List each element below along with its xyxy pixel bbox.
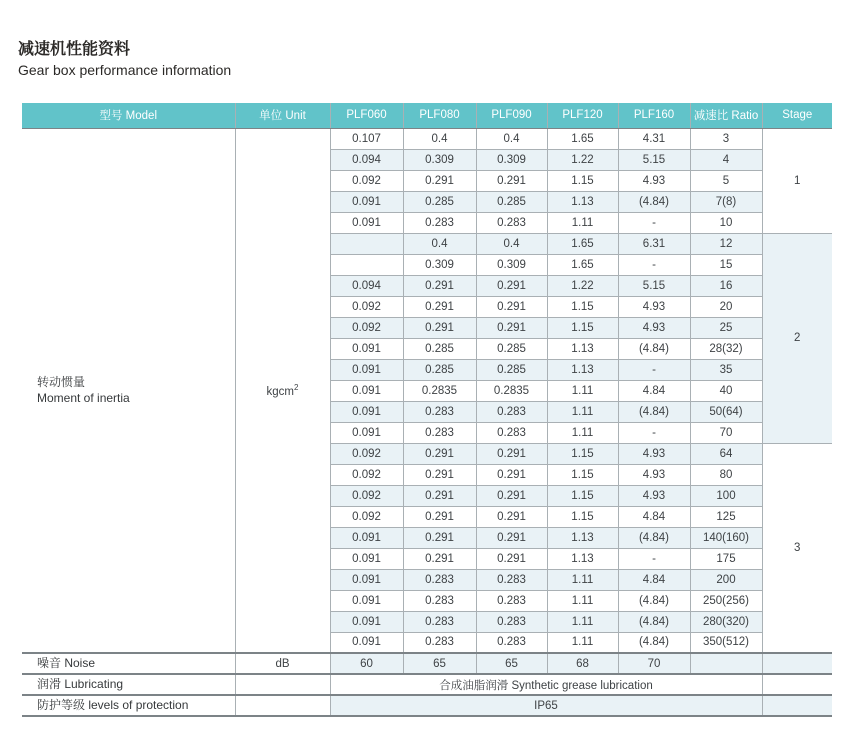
header-row — [22, 103, 832, 128]
protection-label: 防护等级 levels of protection — [22, 695, 235, 716]
cell-plf080: 0.309 — [403, 149, 476, 170]
cell-plf080: 0.283 — [403, 569, 476, 590]
protection-row — [22, 695, 832, 716]
cell-plf160: 4.93 — [618, 170, 690, 191]
lubricating-stage-empty — [762, 674, 832, 695]
cell-plf060: 0.092 — [330, 170, 403, 191]
cell-plf060: 0.091 — [330, 380, 403, 401]
noise-plf080: 65 — [403, 653, 476, 674]
cell-plf090: 0.283 — [476, 401, 547, 422]
cell-ratio: 350(512) — [690, 632, 762, 653]
cell-plf160: (4.84) — [618, 632, 690, 653]
cell-plf080: 0.291 — [403, 548, 476, 569]
cell-plf120: 1.11 — [547, 590, 618, 611]
cell-plf120: 1.15 — [547, 506, 618, 527]
cell-plf090: 0.309 — [476, 254, 547, 275]
cell-ratio: 4 — [690, 149, 762, 170]
cell-ratio: 100 — [690, 485, 762, 506]
cell-plf060: 0.091 — [330, 191, 403, 212]
column-header-plf090: PLF090 — [476, 103, 547, 128]
column-header-plf080: PLF080 — [403, 103, 476, 128]
cell-plf090: 0.291 — [476, 275, 547, 296]
cell-plf160: - — [618, 422, 690, 443]
stage-3-cell: 3 — [762, 443, 832, 653]
cell-ratio: 175 — [690, 548, 762, 569]
cell-ratio: 35 — [690, 359, 762, 380]
cell-plf160: (4.84) — [618, 191, 690, 212]
cell-plf120: 1.11 — [547, 380, 618, 401]
cell-plf120: 1.11 — [547, 611, 618, 632]
cell-plf160: - — [618, 254, 690, 275]
cell-plf090: 0.291 — [476, 443, 547, 464]
moment-of-inertia-label: 转动惯量 Moment of inertia — [22, 128, 235, 653]
unit-kgcm2: kgcm$^2$ — [235, 128, 330, 653]
cell-plf060: 0.091 — [330, 422, 403, 443]
cell-plf120: 1.65 — [547, 254, 618, 275]
column-header-ratio: 减速比 Ratio — [690, 103, 762, 128]
cell-ratio: 25 — [690, 317, 762, 338]
noise-stage-empty — [762, 653, 832, 674]
cell-plf160: (4.84) — [618, 338, 690, 359]
cell-plf120: 1.13 — [547, 548, 618, 569]
cell-plf080: 0.285 — [403, 338, 476, 359]
cell-plf160: 5.15 — [618, 149, 690, 170]
cell-plf090: 0.285 — [476, 338, 547, 359]
cell-plf060 — [330, 254, 403, 275]
cell-plf060: 0.094 — [330, 275, 403, 296]
cell-ratio: 250(256) — [690, 590, 762, 611]
protection-value: IP65 — [330, 695, 762, 716]
cell-plf120: 1.13 — [547, 191, 618, 212]
cell-plf080: 0.283 — [403, 590, 476, 611]
stage-2-cell: 2 — [762, 233, 832, 443]
column-header-plf160: PLF160 — [618, 103, 690, 128]
cell-ratio: 70 — [690, 422, 762, 443]
cell-ratio: 80 — [690, 464, 762, 485]
cell-plf060: 0.091 — [330, 632, 403, 653]
column-header-plf120: PLF120 — [547, 103, 618, 128]
cell-plf120: 1.13 — [547, 338, 618, 359]
cell-ratio: 200 — [690, 569, 762, 590]
cell-plf060: 0.091 — [330, 401, 403, 422]
cell-plf060: 0.091 — [330, 527, 403, 548]
cell-plf080: 0.291 — [403, 527, 476, 548]
cell-plf160: 4.84 — [618, 569, 690, 590]
cell-plf090: 0.291 — [476, 506, 547, 527]
cell-plf160: 4.93 — [618, 485, 690, 506]
cell-plf090: 0.4 — [476, 128, 547, 149]
cell-ratio: 16 — [690, 275, 762, 296]
cell-plf080: 0.285 — [403, 191, 476, 212]
cell-plf090: 0.291 — [476, 548, 547, 569]
noise-plf160: 70 — [618, 653, 690, 674]
cell-plf160: 4.31 — [618, 128, 690, 149]
cell-plf080: 0.283 — [403, 611, 476, 632]
cell-plf060: 0.092 — [330, 443, 403, 464]
cell-plf060: 0.092 — [330, 296, 403, 317]
cell-plf080: 0.291 — [403, 317, 476, 338]
cell-plf120: 1.11 — [547, 212, 618, 233]
cell-plf080: 0.291 — [403, 443, 476, 464]
cell-plf120: 1.11 — [547, 422, 618, 443]
page-title: 减速机性能资料 — [18, 41, 131, 58]
cell-plf080: 0.291 — [403, 506, 476, 527]
cell-plf090: 0.291 — [476, 317, 547, 338]
cell-plf080: 0.291 — [403, 464, 476, 485]
protection-stage-empty — [762, 695, 832, 716]
cell-plf120: 1.11 — [547, 569, 618, 590]
cell-plf160: 6.31 — [618, 233, 690, 254]
cell-ratio: 140(160) — [690, 527, 762, 548]
cell-plf090: 0.291 — [476, 170, 547, 191]
noise-plf090: 65 — [476, 653, 547, 674]
cell-ratio: 5 — [690, 170, 762, 191]
cell-plf080: 0.4 — [403, 128, 476, 149]
cell-plf120: 1.15 — [547, 443, 618, 464]
cell-plf090: 0.283 — [476, 212, 547, 233]
cell-plf060: 0.091 — [330, 359, 403, 380]
cell-ratio: 64 — [690, 443, 762, 464]
cell-plf060: 0.091 — [330, 569, 403, 590]
data-row — [22, 128, 832, 149]
cell-plf090: 0.291 — [476, 296, 547, 317]
cell-plf060: 0.091 — [330, 548, 403, 569]
cell-ratio: 125 — [690, 506, 762, 527]
cell-ratio: 12 — [690, 233, 762, 254]
cell-ratio: 20 — [690, 296, 762, 317]
cell-plf080: 0.285 — [403, 359, 476, 380]
cell-plf120: 1.13 — [547, 527, 618, 548]
column-header-model: 型号 Model — [22, 103, 235, 128]
lubricating-label: 润滑 Lubricating — [22, 674, 235, 695]
lubricating-unit-empty — [235, 674, 330, 695]
page-subtitle: Gear box performance information — [18, 62, 232, 78]
cell-plf080: 0.283 — [403, 212, 476, 233]
cell-plf080: 0.309 — [403, 254, 476, 275]
cell-plf160: (4.84) — [618, 401, 690, 422]
cell-plf160: 4.84 — [618, 380, 690, 401]
column-header-unit: 单位 Unit — [235, 103, 330, 128]
cell-plf060: 0.091 — [330, 212, 403, 233]
cell-plf080: 0.2835 — [403, 380, 476, 401]
cell-plf090: 0.283 — [476, 590, 547, 611]
cell-plf090: 0.283 — [476, 422, 547, 443]
cell-plf080: 0.283 — [403, 422, 476, 443]
gearbox-performance-table — [22, 103, 832, 717]
noise-ratio-empty — [690, 653, 762, 674]
cell-plf080: 0.4 — [403, 233, 476, 254]
cell-plf120: 1.22 — [547, 149, 618, 170]
cell-plf120: 1.15 — [547, 464, 618, 485]
cell-plf090: 0.2835 — [476, 380, 547, 401]
cell-plf120: 1.65 — [547, 128, 618, 149]
cell-plf160: 4.93 — [618, 464, 690, 485]
cell-ratio: 40 — [690, 380, 762, 401]
cell-plf080: 0.283 — [403, 401, 476, 422]
cell-plf160: 4.93 — [618, 317, 690, 338]
noise-unit: dB — [235, 653, 330, 674]
stage-1-cell: 1 — [762, 128, 832, 233]
noise-plf120: 68 — [547, 653, 618, 674]
cell-plf160: - — [618, 359, 690, 380]
cell-plf080: 0.291 — [403, 275, 476, 296]
cell-plf160: 5.15 — [618, 275, 690, 296]
cell-ratio: 15 — [690, 254, 762, 275]
cell-plf090: 0.291 — [476, 464, 547, 485]
cell-plf060: 0.091 — [330, 590, 403, 611]
cell-plf060: 0.092 — [330, 485, 403, 506]
cell-plf090: 0.285 — [476, 359, 547, 380]
cell-plf090: 0.283 — [476, 569, 547, 590]
cell-plf060: 0.092 — [330, 317, 403, 338]
cell-plf060: 0.094 — [330, 149, 403, 170]
cell-plf160: (4.84) — [618, 611, 690, 632]
noise-label: 噪音 Noise — [22, 653, 235, 674]
cell-plf120: 1.15 — [547, 317, 618, 338]
cell-plf060: 0.092 — [330, 464, 403, 485]
cell-plf160: 4.93 — [618, 296, 690, 317]
lubricating-value: 合成油脂润滑 Synthetic grease lubrication — [330, 674, 762, 695]
cell-plf120: 1.11 — [547, 401, 618, 422]
cell-plf080: 0.291 — [403, 170, 476, 191]
cell-plf060: 0.107 — [330, 128, 403, 149]
cell-plf090: 0.291 — [476, 485, 547, 506]
cell-ratio: 10 — [690, 212, 762, 233]
cell-plf160: (4.84) — [618, 590, 690, 611]
cell-plf060: 0.091 — [330, 611, 403, 632]
cell-plf120: 1.11 — [547, 632, 618, 653]
cell-plf090: 0.291 — [476, 527, 547, 548]
cell-plf120: 1.15 — [547, 485, 618, 506]
cell-plf080: 0.283 — [403, 632, 476, 653]
cell-plf080: 0.291 — [403, 485, 476, 506]
noise-row — [22, 653, 832, 674]
cell-plf060: 0.092 — [330, 506, 403, 527]
cell-plf160: - — [618, 548, 690, 569]
cell-plf060: 0.091 — [330, 338, 403, 359]
cell-plf120: 1.22 — [547, 275, 618, 296]
cell-plf120: 1.15 — [547, 170, 618, 191]
column-header-plf060: PLF060 — [330, 103, 403, 128]
cell-ratio: 280(320) — [690, 611, 762, 632]
cell-ratio: 3 — [690, 128, 762, 149]
cell-plf090: 0.283 — [476, 611, 547, 632]
cell-plf160: - — [618, 212, 690, 233]
noise-plf060: 60 — [330, 653, 403, 674]
column-header-stage: Stage — [762, 103, 832, 128]
cell-plf120: 1.15 — [547, 296, 618, 317]
cell-plf120: 1.13 — [547, 359, 618, 380]
cell-plf160: 4.93 — [618, 443, 690, 464]
cell-plf090: 0.283 — [476, 632, 547, 653]
cell-plf160: 4.84 — [618, 506, 690, 527]
protection-unit-empty — [235, 695, 330, 716]
cell-ratio: 50(64) — [690, 401, 762, 422]
cell-plf120: 1.65 — [547, 233, 618, 254]
cell-plf090: 0.285 — [476, 191, 547, 212]
cell-ratio: 28(32) — [690, 338, 762, 359]
cell-plf160: (4.84) — [618, 527, 690, 548]
cell-plf060 — [330, 233, 403, 254]
cell-plf090: 0.4 — [476, 233, 547, 254]
cell-ratio: 7(8) — [690, 191, 762, 212]
cell-plf090: 0.309 — [476, 149, 547, 170]
cell-plf080: 0.291 — [403, 296, 476, 317]
lubricating-row — [22, 674, 832, 695]
